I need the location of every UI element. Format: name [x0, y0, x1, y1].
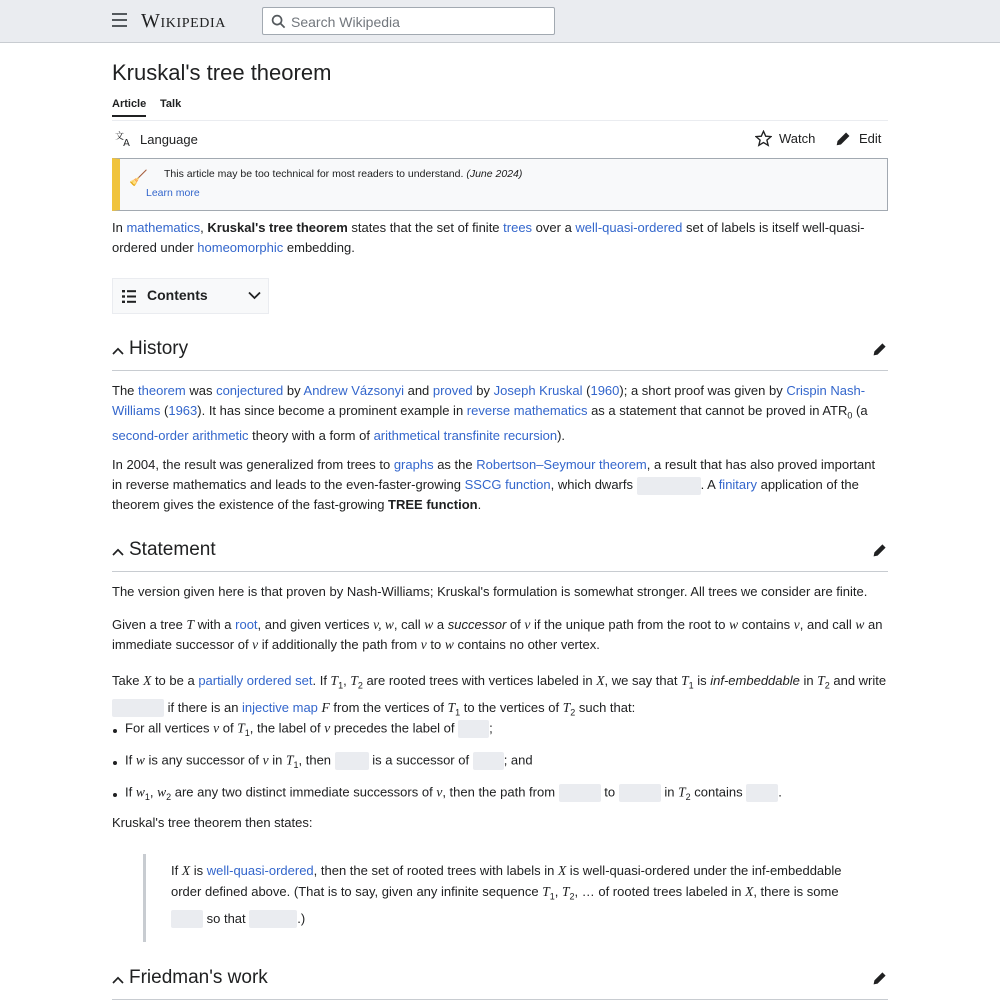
language-button[interactable]	[115, 130, 198, 148]
section-heading-history	[112, 334, 888, 371]
link-partially-ordered-set[interactable]: partially ordered set	[198, 673, 313, 688]
link-root[interactable]: root	[235, 617, 258, 632]
math-placeholder	[112, 699, 164, 717]
tab-talk[interactable]: Talk	[160, 98, 182, 110]
history-paragraph-1: The theorem was conjectured by Andrew Vázsonyi and proved by Joseph Kruskal (1960); a short proof was given by Crispin Nash-Williams (1963). It has since become a prominent example in reverse mathematics as a statement that cannot be proved in $ATR_0$ (a second-order arithmetic theory with a form of arithmetical transfinite recursion).	[112, 383, 868, 443]
math-placeholder	[559, 784, 601, 802]
math-placeholder	[473, 752, 504, 770]
link-wqo-quote[interactable]: well-quasi-ordered	[206, 863, 314, 878]
main-menu-icon[interactable]	[112, 13, 127, 27]
pencil-icon	[835, 130, 852, 147]
statement-paragraph-2: Given a tree T with a root, and given vertices v, w, call w a successor of v if the unique path from the root to w contains v, and call w an immediate successor of v if additionally the path from v to w contains no other vertex.	[112, 617, 883, 652]
page-toolbar	[112, 127, 888, 151]
search-box[interactable]	[262, 7, 555, 35]
math-placeholder	[619, 784, 661, 802]
theorem-blockquote	[143, 854, 876, 942]
link-1960[interactable]: 1960	[590, 383, 620, 398]
history-paragraph-2: In 2004, the result was generalized from trees to graphs as the Robertson–Seymour theorem, a result that has also proved important in reverse mathematics and leads to the even-faster-growing SSCG function, which dwarfs . A finitary application of the theorem gives the existence of the fast-growing TREE function.	[112, 457, 876, 512]
math-placeholder	[746, 784, 778, 802]
search-input[interactable]	[289, 11, 548, 33]
search-icon	[271, 14, 286, 29]
link-graphs[interactable]: graphs	[393, 457, 434, 472]
link-trees[interactable]: trees	[503, 220, 533, 235]
page-tabs	[112, 98, 888, 121]
edit-section-history-icon[interactable]	[872, 341, 888, 357]
theorem-statement: If X is well-quasi-ordered, then the set of rooted trees with labels in X is well-quasi-ordered under the inf-embeddable order defined above. (That is to say, given any infinite sequence $T_1$, $T_2$, … of rooted trees labeled in X, there is some so that .)	[171, 860, 861, 929]
edit-section-friedman-icon[interactable]	[872, 970, 888, 986]
link-sscg[interactable]: SSCG function	[464, 477, 551, 492]
math-placeholder	[171, 910, 203, 928]
list-item: If $w_1$, $w_2$ are any two distinct immediate successors of v, then the path from to in $T_2$ contains .	[112, 784, 782, 802]
theorem-intro: Kruskal's tree theorem then states:	[112, 815, 313, 830]
math-placeholder	[249, 910, 297, 928]
watch-button[interactable]	[755, 130, 815, 147]
math-placeholder	[458, 720, 489, 738]
section-title-history: History	[129, 338, 189, 359]
chevron-down-icon	[248, 291, 261, 300]
section-heading-friedman	[112, 963, 888, 1000]
svg-text:文: 文	[115, 132, 125, 142]
section-title-friedman: Friedman's work	[129, 967, 268, 988]
link-robertson-seymour[interactable]: Robertson–Seymour theorem	[476, 457, 647, 472]
edit-section-statement-icon[interactable]	[872, 542, 888, 558]
math-placeholder	[335, 752, 369, 770]
section-title-statement: Statement	[129, 539, 216, 560]
link-kruskal[interactable]: Joseph Kruskal	[493, 383, 583, 398]
svg-text:A: A	[123, 138, 130, 148]
link-injective-map[interactable]: injective map	[242, 699, 318, 715]
page-title: Kruskal's tree theorem	[112, 60, 332, 85]
link-nash-williams[interactable]: Crispin Nash-Williams	[112, 383, 866, 418]
chevron-up-icon[interactable]	[112, 548, 124, 556]
notice-text: This article may be too technical for most readers to understand. (June 2024)	[164, 168, 523, 180]
link-second-order-arithmetic[interactable]: second-order arithmetic	[112, 427, 249, 443]
star-icon	[755, 130, 772, 147]
list-item: If w is any successor of v in $T_1$, then is a successor of ; and	[112, 752, 533, 770]
tab-article[interactable]: Article	[112, 98, 146, 117]
link-vazsonyi[interactable]: Andrew Vázsonyi	[303, 383, 404, 398]
chevron-up-icon[interactable]	[112, 347, 124, 355]
statement-paragraph-1: The version given here is that proven by Nash-Williams; Kruskal's formulation is somewhat stronger. All trees we consider are finite.	[112, 584, 868, 599]
watch-label: Watch	[779, 131, 816, 146]
link-atr[interactable]: arithmetical transfinite recursion	[373, 427, 558, 443]
broom-icon: 🧹	[129, 170, 148, 187]
link-mathematics[interactable]: mathematics	[126, 220, 201, 235]
learn-more-link[interactable]: Learn more	[146, 187, 200, 199]
lead-paragraph: In mathematics, Kruskal's tree theorem states that the set of finite trees over a well-quasi-ordered set of labels is itself well-quasi-ordered under homeomorphic embedding.	[112, 220, 865, 255]
link-1963[interactable]: 1963	[168, 403, 198, 418]
language-icon	[115, 130, 133, 148]
statement-paragraph-3: Take X to be a partially ordered set. If $T_1$, $T_2$ are rooted trees with vertices labeled in X, we say that $T_1$ is inf-embeddable in $T_2$ and write if there is an injective map F from the vertices of $T_1$ to the vertices of $T_2$ such that:	[112, 673, 887, 718]
link-wqo[interactable]: well-quasi-ordered	[575, 220, 683, 235]
language-label: Language	[140, 131, 198, 147]
link-theorem[interactable]: theorem	[138, 383, 186, 398]
link-conjectured[interactable]: conjectured	[216, 383, 284, 398]
link-finitary[interactable]: finitary	[718, 477, 757, 492]
wikipedia-wordmark[interactable]: Wikipedia	[141, 10, 226, 32]
list-item: For all vertices v of $T_1$, the label of v precedes the label of ;	[112, 720, 493, 738]
contents-toggle[interactable]	[112, 278, 269, 314]
math-placeholder	[637, 477, 701, 495]
contents-label: Contents	[147, 287, 208, 303]
link-homeomorphic[interactable]: homeomorphic	[197, 240, 284, 255]
chevron-up-icon[interactable]	[112, 976, 124, 984]
link-proved[interactable]: proved	[432, 383, 473, 398]
technical-notice	[112, 158, 888, 211]
list-icon	[122, 290, 136, 303]
site-header	[0, 0, 1000, 43]
link-reverse-mathematics[interactable]: reverse mathematics	[466, 403, 588, 418]
edit-button[interactable]	[835, 130, 881, 147]
edit-label: Edit	[859, 131, 882, 146]
section-heading-statement	[112, 535, 888, 572]
